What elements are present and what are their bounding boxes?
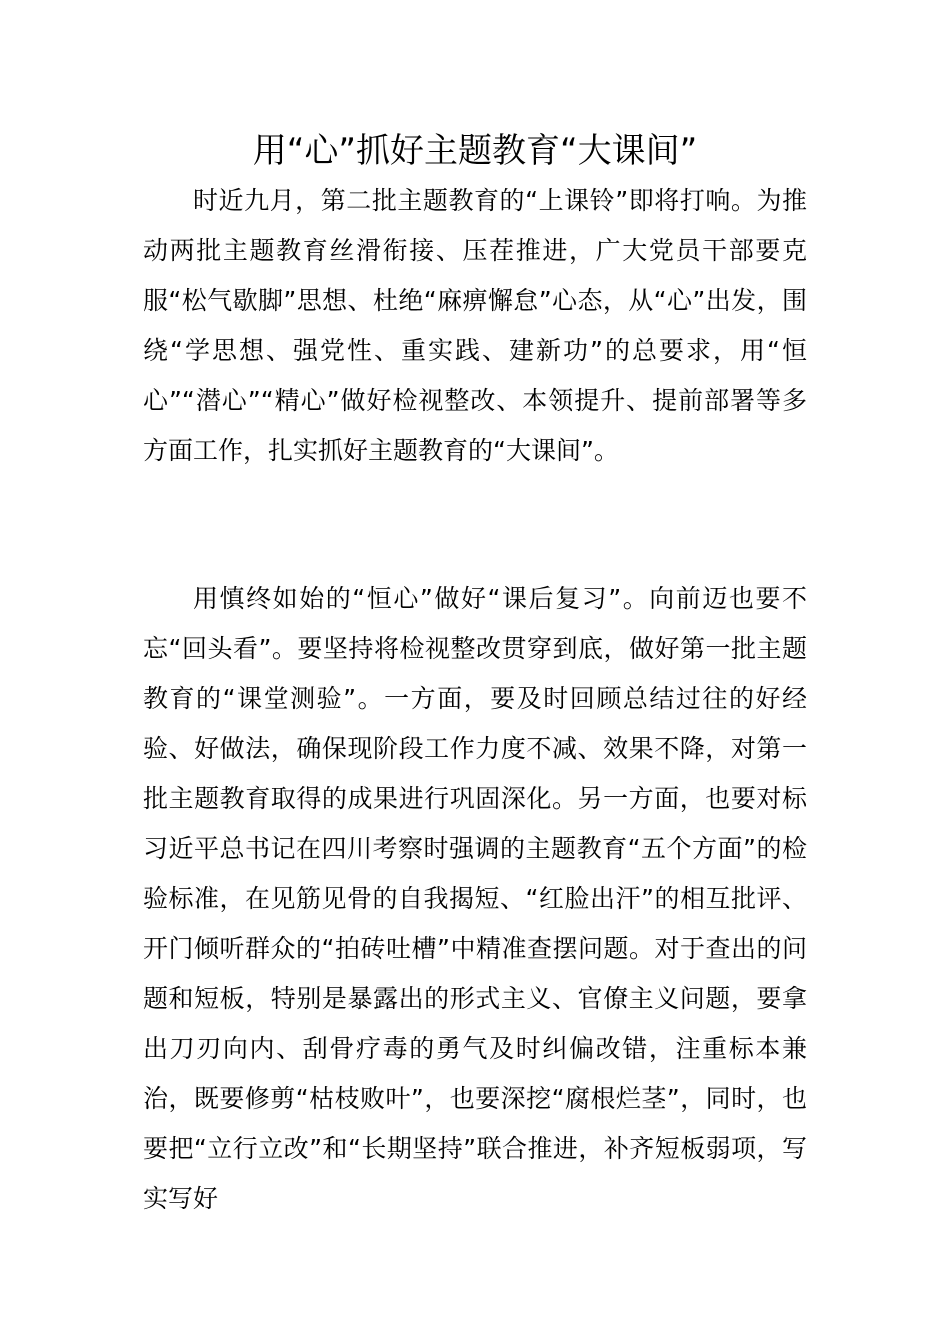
paragraph-intro: 时近九月，第二批主题教育的“上课铃”即将打响。为推动两批主题教育丝滑衔接、压茬推进，广大党员干部要克服“松气歇脚”思想、杜绝“麻痹懈怠”心态，从“心”出发，围绕“学思想、强党性、重实践、建新功”的总要求，用“恒心”“潜心”“精心”做好检视整改、本领提升、提前部署等多方面工作，扎实抓好主题教育的“大课间”。: [143, 186, 807, 465]
document-title: 用“心”抓好主题教育“大课间”: [252, 131, 698, 171]
paragraph-hengxin: 用慎终如始的“恒心”做好“课后复习”。向前迈也要不忘“回头看”。要坚持将检视整改贯穿到底，做好第一批主题教育的“课堂测验”。一方面，要及时回顾总结过往的好经验、好做法，确保现阶段工作力度不减、效果不降，对第一批主题教育取得的成果进行巩固深化。另一方面，也要对标习近平总书记在四川考察时强调的主题教育“五个方面”的检验标准，在见筋见骨的自我揭短、“红脸出汗”的相互批评、开门倾听群众的“拍砖吐槽”中精准查摆问题。对于查出的问题和短板，特别是暴露出的形式主义、官僚主义问题，要拿出刀刃向内、刮骨疗毒的勇气及时纠偏改错，注重标本兼治，既要修剪“枯枝败叶”，也要深挖“腐根烂茎”，同时，也要把“立行立改”和“长期坚持”联合推进，补齐短板弱项，写实写好: [143, 584, 807, 1213]
